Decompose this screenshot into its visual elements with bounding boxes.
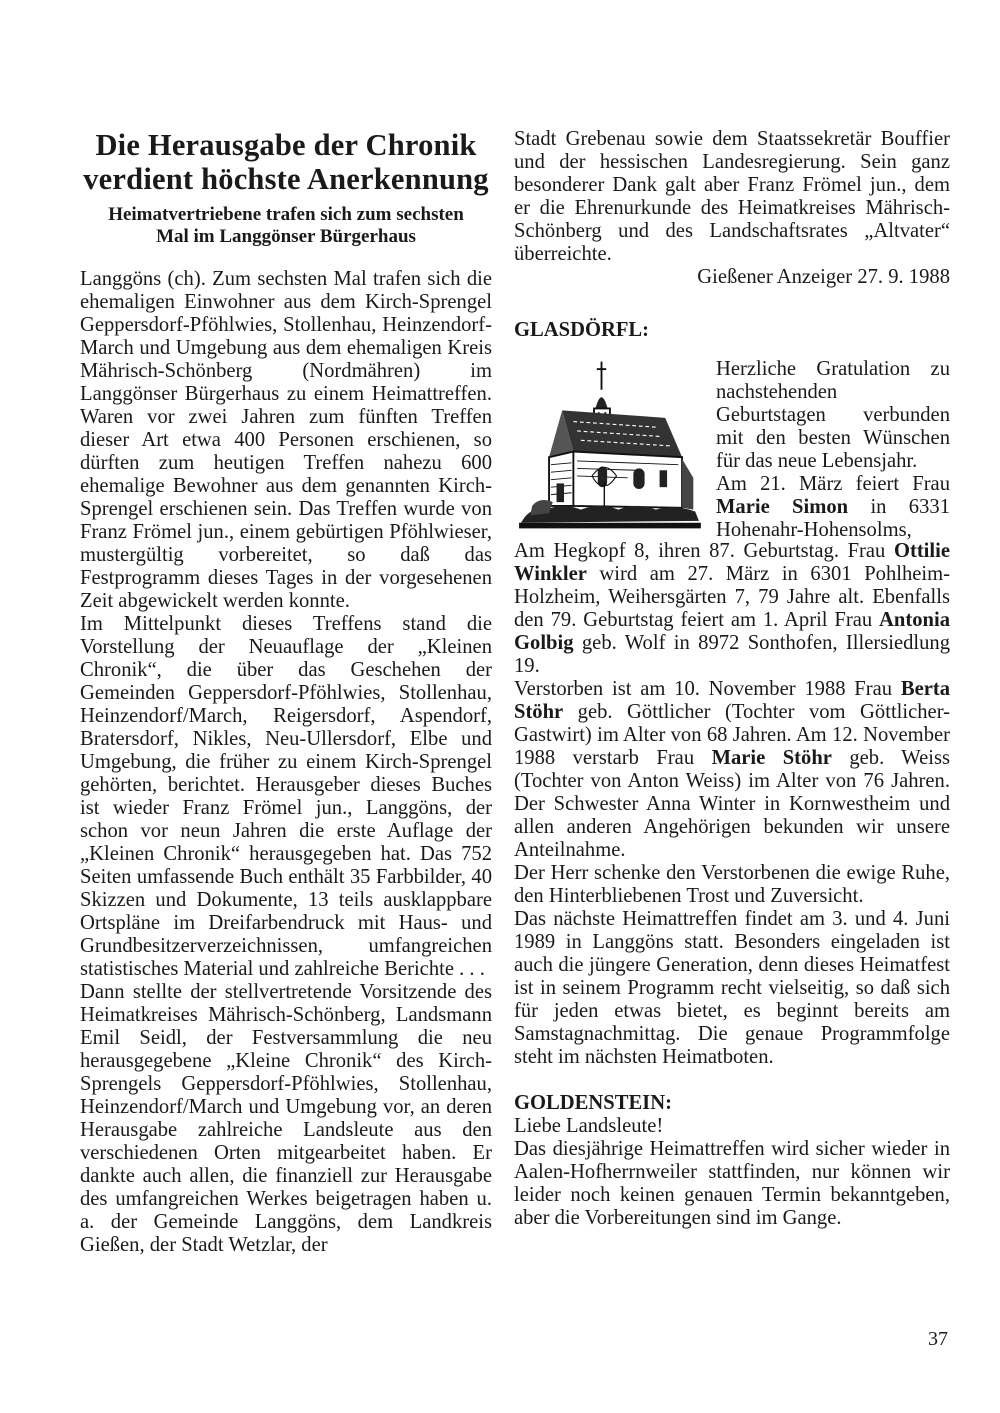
obituary-text: geb. Weiss (Tochter von Anton Weiss) im Alter von 76 Jahren. Der Schwester Anna Winter in Kornwestheim und allen anderen Angehörigen bekunden wir unsere Anteilnahme. xyxy=(514,747,950,861)
article-body xyxy=(80,268,492,1257)
article-continuation: Stadt Grebenau sowie dem Staatssekretär Bouffier und der hessischen Landesregierung. Sein ganz besonderer Dank galt aber Franz Frömel jun., dem er die Ehrenurkunde des Heimatkreises Mährisch-Schönberg und des Landschaftsrates „Altvater“ überreichte. xyxy=(514,128,950,265)
section-heading-glasdoerfl: GLASDÖRFL: xyxy=(514,319,650,341)
birthday-text: wird am 27. März in 6301 Pohlheim-Holzheim, Weihersgärten 7, 79 Jahre alt. Ebenfalls den 79. Geburtstag feiert am 1. April Frau xyxy=(514,563,950,631)
congratulation-intro: Herzliche Gratulation zu nachstehenden Geburtstagen verbunden mit den besten Wünschen für das neue Lebensjahr. xyxy=(716,358,950,472)
goldenstein-text: Das diesjährige Heimattreffen wird sicher wieder in Aalen-Hofherrnweiler stattfinden, nur können wir leider noch keinen genauen Termin bekanntgeben, aber die Vorbereitungen sind im Gange. xyxy=(514,1138,950,1229)
birthday-text: Am 21. März feiert Frau xyxy=(716,473,950,495)
birthday-text: in 6331 Hohenahr-Hohensolms, xyxy=(716,496,950,541)
person-name: Marie Simon xyxy=(716,496,849,518)
article-title xyxy=(80,128,492,196)
birthday-text: geb. Wolf in 8972 Sonthofen, Illersiedlung 19. xyxy=(514,632,950,677)
birthday-entry-1 xyxy=(716,473,950,542)
person-name: Antonia Golbig xyxy=(514,609,950,654)
birthday-entries xyxy=(514,540,950,678)
blessing-text: Der Herr schenke den Verstorbenen die ewige Ruhe, den Hinterbliebenen Trost und Zuversicht. xyxy=(514,862,950,907)
greeting-text: Liebe Landsleute! xyxy=(514,1115,664,1137)
article-paragraph: Im Mittelpunkt dieses Treffens stand die Vorstellung der Neuauflage der „Kleinen Chronik“, die über das Geschehen der Gemeinden Geppersdorf-Pföhlwies, Stollenhau, Heinzendorf/March, Reigersdorf, Aspendorf, Bratersdorf, Nikles, Neu-Ullersdorf, Elbe und Umgebung, die früher zu einem Kirch-Sprengel gehörten, berichtet. Herausgeber dieses Buches ist wieder Franz Frömel jun., Langgöns, der schon vor neun Jahren die erste Auflage der „Kleinen Chronik“ herausgegeben hat. Das 752 Seiten umfassende Buch enthält 35 Farbbilder, 40 Skizzen und Dokumente, 13 teils ausklappbare Ortspläne im Dreifarbendruck mit Haus- und Grundbesitzerverzeichnissen, umfangreichen statistisches Material und zahlreiche Berichte . . . xyxy=(80,613,492,980)
person-name: Ottilie Winkler xyxy=(514,540,950,585)
page-number: 37 xyxy=(928,1328,948,1350)
subtitle-line-2: Mal im Langgönser Bürgerhaus xyxy=(156,226,416,247)
obituary-text: geb. Göttlicher (Tochter vom Göttlicher-Gastwirt) im Alter von 68 Jahren. Am 12. November 1988 verstarb Frau xyxy=(514,701,950,769)
next-meeting-text: Das nächste Heimattreffen findet am 3. und 4. Juni 1989 in Langgöns statt. Besonders eingeladen ist auch die jüngere Generation, denn dieses Heimatfest ist in seinem Programm recht vielseitig, so daß sich für jeden etwas bietet, es beginnt bereits am Samstagnachmittag. Die genaue Programmfolge steht im nächsten Heimatboten. xyxy=(514,908,950,1068)
article-paragraph: Dann stellte der stellvertretende Vorsitzende des Heimatkreises Mährisch-Schönberg, Landsmann Emil Seidl, der Festversammlung die neu herausgegebene „Kleine Chronik“ des Kirch-Sprengels Geppersdorf-Pföhlwies, Stollenhau, Heinzendorf/March und Umgebung vor, an deren Herausgabe zahlreiche Landsleute aus den verschiedenen Orten mitgearbeitet haben. Er dankte auch allen, die finanziell zur Herausgabe des umfangreichen Werkes beigetragen haben u. a. der Gemeinde Langgöns, dem Landkreis Gießen, der Stadt Wetzlar, der xyxy=(80,981,492,1256)
article-subtitle xyxy=(80,204,492,248)
glasdoerfl-intro-block xyxy=(514,356,950,541)
article-source: Gießener Anzeiger 27. 9. 1988 xyxy=(697,266,950,288)
title-line-2: verdient höchste Anerkennung xyxy=(83,162,489,196)
left-article xyxy=(80,128,492,1257)
birthday-text: Am Hegkopf 8, ihren 87. Geburtstag. Frau xyxy=(514,540,894,562)
obituary-text: Verstorben ist am 10. November 1988 Frau xyxy=(514,678,901,700)
subtitle-line-1: Heimatvertriebene trafen sich zum sechsten xyxy=(108,204,464,225)
person-name: Marie Stöhr xyxy=(711,747,832,769)
obituary-entries xyxy=(514,678,950,862)
right-column xyxy=(514,128,950,1230)
person-name: Berta Stöhr xyxy=(514,678,950,723)
title-line-1: Die Herausgabe der Chronik xyxy=(95,128,477,162)
section-heading-goldenstein: GOLDENSTEIN: xyxy=(514,1092,672,1114)
church-illustration xyxy=(514,356,704,534)
article-paragraph: Langgöns (ch). Zum sechsten Mal trafen sich die ehemaligen Einwohner aus dem Kirch-Sprengel Geppersdorf-Pföhlwies, Stollenhau, Heinzendorf-March und Umgebung aus dem ehemaligen Kreis Mährisch-Schönberg (Nordmähren) im Langgönser Bürgerhaus zu einem Heimattreffen. Waren vor zwei Jahren zum fünften Treffen dieser Art etwa 400 Personen erschienen, so dürften zum heutigen Treffen nahezu 600 ehemalige Bewohner aus dem genannten Kirch-Sprengel erschienen sein. Das Treffen wurde von Franz Frömel jun., einem gebürtigen Pföhlwieser, mustergültig vorbereitet, so daß das Festprogramm dieses Tages in der vorgesehenen Zeit abgewickelt werden konnte. xyxy=(80,268,492,612)
